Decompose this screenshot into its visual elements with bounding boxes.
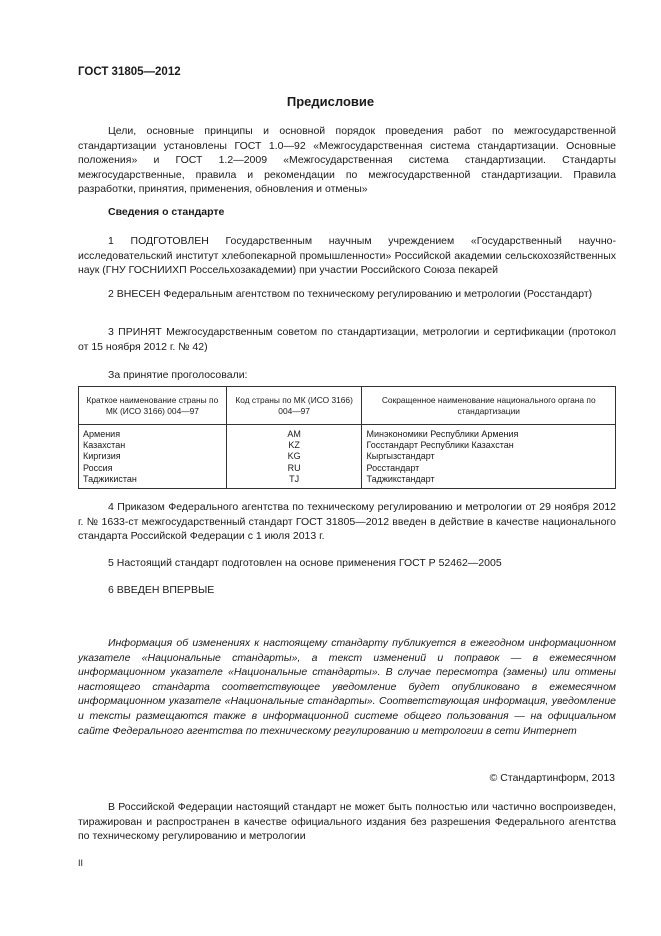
page-number: II bbox=[78, 858, 84, 868]
table-cell-agency: Минэкономики Республики Армения bbox=[362, 425, 616, 441]
item-5-paragraph bbox=[78, 556, 616, 571]
table-cell-code: RU bbox=[226, 463, 362, 474]
vote-label-paragraph bbox=[78, 368, 616, 383]
table-row bbox=[79, 463, 616, 474]
page-title: Предисловие bbox=[286, 94, 375, 109]
item-1-paragraph bbox=[78, 234, 616, 278]
item-3-text: 3 ПРИНЯТ Межгосударственным советом по стандартизации, метрологии и сертификации (протокол от 15 ноября 2012 г. № 42) bbox=[78, 326, 616, 353]
table-row bbox=[79, 474, 616, 489]
item-5-text: 5 Настоящий стандарт подготовлен на основе применения ГОСТ Р 52462—2005 bbox=[108, 557, 502, 569]
table-header-code: Код страны по МК (ИСО 3166) 004—97 bbox=[226, 387, 362, 425]
table-header-row bbox=[79, 387, 616, 425]
intro-text: Цели, основные принципы и основной порядок проведения работ по межгосударственной стандартизации установлены ГОСТ 1.0—92 «Межгосударственная система стандартизации. Основные положения» и ГОСТ 1.2—2009 «Межгосударственная система стандартизации. Стандарты межгосударственные, правила и рекомендации по межгосударственной стандартизации. Правила разработки, принятия, применения, обновления и отмены» bbox=[78, 125, 616, 196]
table-cell-agency: Таджикстандарт bbox=[362, 474, 616, 489]
item-6-text: 6 ВВЕДЕН ВПЕРВЫЕ bbox=[108, 584, 215, 596]
table-row bbox=[79, 451, 616, 462]
item-3-paragraph bbox=[78, 325, 616, 354]
table-cell-country: Армения bbox=[79, 425, 227, 441]
legal-notice-text: В Российской Федерации настоящий стандарт не может быть полностью или частично воспроизведен, тиражирован и распространен в качестве официального издания без разрешения Федерального агентства по техническому регулированию и метрологии bbox=[78, 801, 616, 843]
table-row bbox=[79, 440, 616, 451]
intro-paragraph bbox=[78, 124, 616, 197]
table-cell-country: Казахстан bbox=[79, 440, 227, 451]
copyright-notice: © Стандартинформ, 2013 bbox=[489, 772, 615, 784]
table-cell-country: Россия bbox=[79, 463, 227, 474]
item-2-text: 2 ВНЕСЕН Федеральным агентством по техническому регулированию и метрологии (Росстандарт) bbox=[108, 288, 593, 300]
info-note-paragraph bbox=[78, 636, 616, 738]
table-cell-code: KG bbox=[226, 451, 362, 462]
item-6-paragraph bbox=[78, 583, 616, 598]
table-cell-country: Киргизия bbox=[79, 451, 227, 462]
table-cell-code: AM bbox=[226, 425, 362, 441]
item-1-text: 1 ПОДГОТОВЛЕН Государственным научным учреждением «Государственный научно-исследовательский институт хлебопекарной промышленности» Российской академии сельскохозяйственных наук (ГНУ ГОСНИИХП Россельхозакадемии) при участии Российского Союза пекарей bbox=[78, 235, 616, 277]
table-cell-code: TJ bbox=[226, 474, 362, 489]
table-cell-country: Таджикистан bbox=[79, 474, 227, 489]
table-header-country: Краткое наименование страны по МК (ИСО 3166) 004—97 bbox=[79, 387, 227, 425]
info-note-text: Информация об изменениях к настоящему стандарту публикуется в ежегодном информационном указателе «Национальные стандарты», а текст изменений и поправок — в ежемесячном информационном указателе «Национальные стандарты». В случае пересмотра (замены) или отмены настоящего стандарта соответствующее уведомление будет опубликовано в ежемесячном информационном указателе «Национальные стандарты». Соответствующая информация, уведомление и тексты размещаются также в информационной системе общего пользования — на официальном сайте Федерального агентства по техническому регулированию и метрологии в сети Интернет bbox=[78, 637, 616, 737]
item-4-text: 4 Приказом Федерального агентства по техническому регулированию и метрологии от 29 ноября 2012 г. № 1633-ст межгосударственный стандарт ГОСТ 31805—2012 введен в действие в качестве национального стандарта Российской Федерации с 1 июля 2013 г. bbox=[78, 501, 616, 543]
item-4-paragraph bbox=[78, 500, 616, 544]
vote-label: За принятие проголосовали: bbox=[108, 369, 248, 381]
table-row bbox=[79, 425, 616, 441]
table-cell-agency: Росстандарт bbox=[362, 463, 616, 474]
table-cell-code: KZ bbox=[226, 440, 362, 451]
table-cell-agency: Госстандарт Республики Казахстан bbox=[362, 440, 616, 451]
section-heading: Сведения о стандарте bbox=[108, 206, 225, 218]
item-2-paragraph bbox=[78, 287, 616, 302]
table-cell-agency: Кыргызстандарт bbox=[362, 451, 616, 462]
table-header-agency: Сокращенное наименование национального органа по стандартизации bbox=[362, 387, 616, 425]
voting-countries-table bbox=[78, 386, 616, 489]
document-code-header: ГОСТ 31805—2012 bbox=[78, 66, 181, 78]
legal-notice-paragraph bbox=[78, 800, 616, 844]
